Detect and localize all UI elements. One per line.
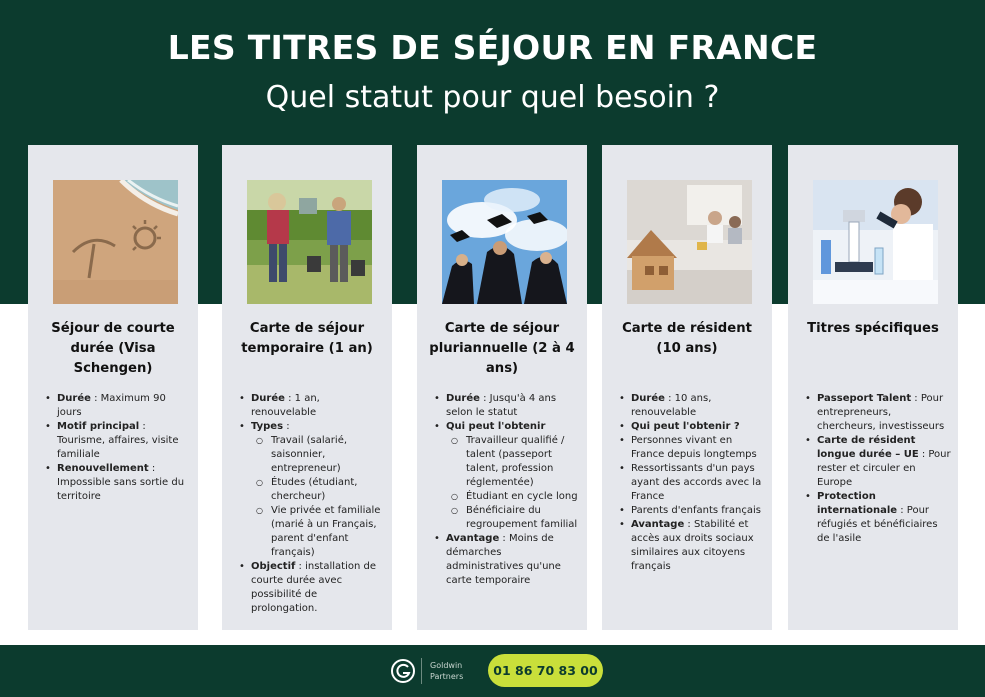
list-item: • Motif principal : Tourisme, affaires, visite familiale <box>44 420 192 462</box>
card-temporary-permit <box>222 145 392 630</box>
graduation-caps-image <box>442 180 567 304</box>
sub-list-item: ○ Bénéficiaire du regroupement familial <box>446 504 581 532</box>
goldwin-logo-icon <box>390 658 416 684</box>
sub-list-item: ○ Travailleur qualifié / talent (passeport talent, profession réglementée) <box>446 434 581 490</box>
logo-divider <box>421 658 422 684</box>
brand-line-1: Goldwin <box>430 661 463 670</box>
sub-list-item: ○ Études (étudiant, chercheur) <box>251 476 386 504</box>
list-item: • Objectif : installation de courte durée avec possibilité de prolongation. <box>238 560 386 616</box>
phone-button[interactable]: 01 86 70 83 00 <box>488 654 603 687</box>
list-item: • Renouvellement : Impossible sans sortie du territoire <box>44 462 192 504</box>
card-details <box>804 392 952 546</box>
laboratory-microscope-image <box>813 180 938 304</box>
list-item: • Passeport Talent : Pour entrepreneurs, chercheurs, investisseurs <box>804 392 952 434</box>
list-item: • Personnes vivant en France depuis longtemps <box>618 434 766 462</box>
card-details <box>433 392 581 588</box>
list-item: • Avantage : Stabilité et accès aux droits sociaux similaires aux citoyens français <box>618 518 766 574</box>
sub-list-item: ○ Étudiant en cycle long <box>446 490 581 504</box>
sub-list-item: ○ Vie privée et familiale (marié à un Français, parent d'enfant français) <box>251 504 386 560</box>
page-subtitle: Quel statut pour quel besoin ? <box>265 80 720 115</box>
house-family-image <box>627 180 752 304</box>
list-item: • Protection internationale : Pour réfugiés et bénéficiaires de l'asile <box>804 490 952 546</box>
card-specific-permits <box>788 145 958 630</box>
card-multi-year-permit <box>417 145 587 630</box>
card-resident-permit <box>602 145 772 630</box>
brand-line-2: Partners <box>430 672 464 681</box>
sub-list-item: ○ Travail (salarié, saisonnier, entrepreneur) <box>251 434 386 476</box>
card-title: Titres spécifiques <box>807 321 939 336</box>
card-details <box>44 392 192 504</box>
card-details <box>238 392 386 616</box>
list-item: • Durée : 10 ans, renouvelable <box>618 392 766 420</box>
beach-sand-drawing-image <box>53 180 178 304</box>
card-title: Carte de séjour pluriannuelle (2 à 4 ans) <box>429 321 575 376</box>
card-title: Carte de résident (10 ans) <box>622 321 752 356</box>
farm-workers-image <box>247 180 372 304</box>
brand-name <box>430 660 463 682</box>
list-item: • Avantage : Moins de démarches administratives qu'une carte temporaire <box>433 532 581 588</box>
card-details <box>618 392 766 574</box>
list-item: • Types : ○ Travail (salarié, saisonnier, entrepreneur) ○ Études (étudiant, chercheur) ○ Vie privée et familiale (marié à un Français, parent d'enfant français) <box>238 420 386 560</box>
card-title: Carte de séjour temporaire (1 an) <box>241 321 373 356</box>
card-title: Séjour de courte durée (Visa Schengen) <box>51 321 175 376</box>
list-item: • Qui peut l'obtenir ○ Travailleur qualifié / talent (passeport talent, profession réglementée) ○ Étudiant en cycle long ○ Bénéficiaire du regroupement familial <box>433 420 581 532</box>
list-item: • Parents d'enfants français <box>618 504 766 518</box>
list-item: • Carte de résident longue durée – UE : Pour rester et circuler en Europe <box>804 434 952 490</box>
list-item: • Ressortissants d'un pays ayant des accords avec la France <box>618 462 766 504</box>
list-item: • Durée : Jusqu'à 4 ans selon le statut <box>433 392 581 420</box>
list-item: • Durée : Maximum 90 jours <box>44 392 192 420</box>
page-title: LES TITRES DE SÉJOUR EN FRANCE <box>167 28 818 67</box>
list-item: • Qui peut l'obtenir ? <box>618 420 766 434</box>
card-short-stay <box>28 145 198 630</box>
list-item: • Durée : 1 an, renouvelable <box>238 392 386 420</box>
